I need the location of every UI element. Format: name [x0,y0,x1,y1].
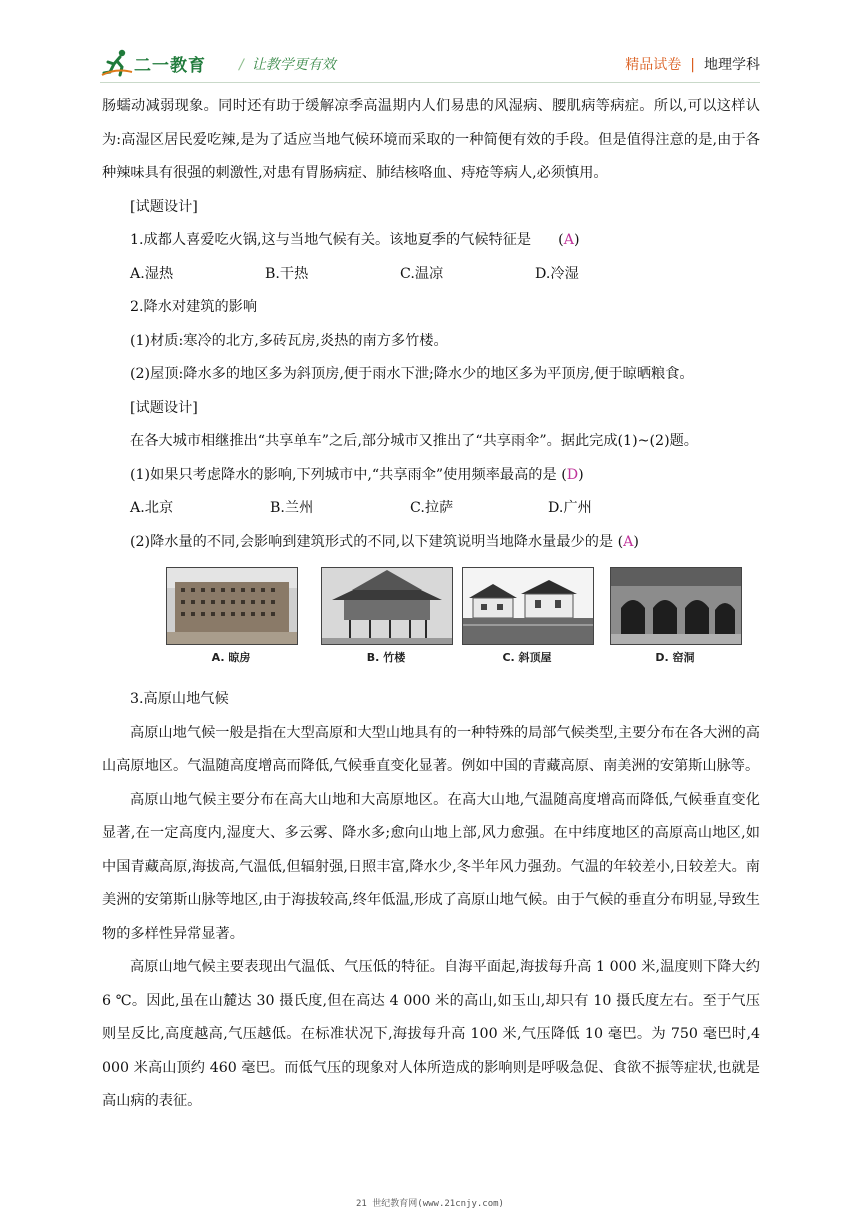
options-row [130,258,760,292]
paragraph: 在各大城市相继推出“共享单车”之后,部分城市又推出了“共享雨伞”。据此完成(1)~(2)题。 [130,433,698,449]
logo [100,48,230,78]
paragraph: 高原山地气候主要表现出气温低、气压低的特征。自海平面起,海拔每升高 1 000 米,温度则下降大约 6 ℃。因此,虽在山麓达 30 摄氏度,但在高达 4 000 米的高山,如玉山,却只有 10 摄氏度左右。至于气压则呈反比,高度越高,气压越低。在标准状况下,海拔每升高 100 米,气压降低 10 毫巴。为 750 毫巴时,4 000 米高山顶约 460 毫巴。而低气压的现象对人体所造成的影响则是呼吸急促、食欲不振等症状,也就是高山病的表征。 [102,959,760,1109]
answer: A [563,232,574,248]
question-text: (1)如果只考虑降水的影响,下列城市中,“共享雨伞”使用频率最高的是 [130,466,557,483]
section-title: 3.高原山地气候 [130,691,229,707]
answer: A [623,533,634,550]
photo-cave-dwelling [610,567,740,665]
photo-caption: B. 竹楼 [366,651,406,664]
question-2-1: (1)如果只考虑降水的影响,下列城市中,“共享雨伞”使用频率最高的是 (D) [130,466,584,483]
header-tags: 精品试卷 | 地理学科 [625,57,760,73]
cave-dwelling-image [610,567,742,645]
option: A.北京 [130,500,174,516]
photo-slope-roof [462,567,592,665]
photo-caption: C. 斜顶屋 [502,651,552,664]
photo-bamboo-house [321,567,451,665]
option: D.冷湿 [535,265,579,282]
question-text: 1.成都人喜爱吃火锅,这与当地气候有关。该地夏季的气候特征是 [130,232,532,248]
slope-roof-image [462,567,594,645]
list-item: (1)材质:寒冷的北方,多砖瓦房,炎热的南方多竹楼。 [130,332,448,349]
paragraph: 高原山地气候一般是指在大型高原和大型山地具有的一种特殊的局部气候类型,主要分布在各大洲的高山高原地区。气温随高度增高而降低,气候垂直变化显著。例如中国的青藏高原、南美洲的安第斯山脉等。 [102,724,760,774]
option: C.拉萨 [410,500,454,516]
page-footer: 21 世纪教育网(www.21cnjy.com) [356,1199,504,1209]
building-photos [102,567,760,677]
option: C.温凉 [400,265,444,282]
option: B.干热 [265,265,309,282]
document-body [102,90,760,1119]
options-row [130,492,760,526]
photo-drying-house [166,567,296,665]
section-title: 2.降水对建筑的影响 [130,299,258,315]
drying-house-image [166,567,298,645]
slogan-text: 让教学更有效 [251,57,336,73]
question-text: (2)降水量的不同,会影响到建筑形式的不同,以下建筑说明当地降水量最少的是 [130,533,614,550]
photo-caption: A. 晾房 [211,651,251,664]
photo-caption: D. 窑洞 [655,651,695,664]
slogan: / 让教学更有效 [239,57,336,73]
option: A.湿热 [130,265,174,282]
logo-text: 二一教育 [134,56,206,76]
header-divider [100,82,760,83]
list-item: (2)屋顶:降水多的地区多为斜顶房,便于雨水下泄;降水少的地区多为平顶房,便于晾晒粮食。 [130,366,694,382]
tag-premium: 精品试卷 [625,57,682,73]
option: D.广州 [548,500,592,516]
bamboo-house-image [321,567,453,645]
running-man-icon [100,48,134,78]
design-label: [试题设计] [130,399,198,416]
answer: D [566,466,579,483]
design-label: [试题设计] [130,198,198,215]
question-1: 1.成都人喜爱吃火锅,这与当地气候有关。该地夏季的气候特征是 (A) [130,232,580,248]
page-header [100,48,760,82]
paragraph: 肠蠕动减弱现象。同时还有助于缓解凉季高温期内人们易患的风湿病、腰肌病等病症。所以,可以这样认为:高湿区居民爱吃辣,是为了适应当地气候环境而采取的一种简便有效的手段。但是值得注意的是,由于各种辣味具有很强的刺激性,对患有胃肠病症、肺结核咯血、痔疮等病人,必须慎用。 [102,98,760,181]
paragraph: 高原山地气候主要分布在高大山地和大高原地区。在高大山地,气温随高度增高而降低,气候垂直变化显著,在一定高度内,湿度大、多云雾、降水多;愈向山地上部,风力愈强。在中纬度地区的高原高山地区,如中国青藏高原,海拔高,气温低,但辐射强,日照丰富,降水少,冬半年风力强劲。气温的年较差小,日较差大。南美洲的安第斯山脉等地区,由于海拔较高,终年低温,形成了高原山地气候。由于气候的垂直分布明显,导致生物的多样性异常显著。 [102,791,760,942]
option: B.兰州 [270,500,314,516]
tag-subject: 地理学科 [704,57,760,73]
question-2-2: (2)降水量的不同,会影响到建筑形式的不同,以下建筑说明当地降水量最少的是 (A) [130,533,639,550]
